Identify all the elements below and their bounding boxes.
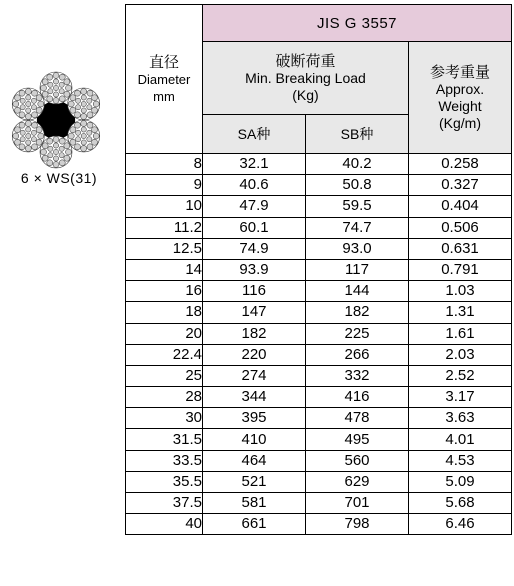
weight-cell: 4.01 — [409, 429, 512, 450]
sa-load-cell: 344 — [203, 387, 306, 408]
weight-cell: 1.31 — [409, 302, 512, 323]
table-row — [126, 514, 512, 535]
spec-table-body — [126, 154, 512, 535]
table-row — [126, 323, 512, 344]
sb-grade-header: SB种 — [306, 115, 409, 154]
diameter-cell: 33.5 — [126, 450, 203, 471]
table-row — [126, 344, 512, 365]
weight-header-unit: (Kg/m) — [439, 114, 481, 131]
sa-load-cell: 274 — [203, 365, 306, 386]
diameter-cell: 12.5 — [126, 238, 203, 259]
weight-cell: 5.68 — [409, 493, 512, 514]
sa-load-cell: 521 — [203, 471, 306, 492]
diameter-cell: 40 — [126, 514, 203, 535]
table-row — [126, 217, 512, 238]
weight-cell: 3.17 — [409, 387, 512, 408]
weight-cell: 0.506 — [409, 217, 512, 238]
weight-cell: 0.404 — [409, 196, 512, 217]
table-row — [126, 281, 512, 302]
diameter-cell: 9 — [126, 175, 203, 196]
table-row — [126, 302, 512, 323]
table-row — [126, 493, 512, 514]
diameter-header-en: Diameter — [137, 71, 191, 87]
weight-cell: 5.09 — [409, 471, 512, 492]
sb-load-cell: 629 — [306, 471, 409, 492]
table-row — [126, 154, 512, 175]
sb-load-cell: 495 — [306, 429, 409, 450]
sb-load-cell: 144 — [306, 281, 409, 302]
diameter-cell: 22.4 — [126, 344, 203, 365]
diameter-cell: 14 — [126, 259, 203, 280]
weight-cell: 1.61 — [409, 323, 512, 344]
sb-load-cell: 798 — [306, 514, 409, 535]
diameter-cell: 30 — [126, 408, 203, 429]
sb-load-cell: 416 — [306, 387, 409, 408]
sa-load-cell: 40.6 — [203, 175, 306, 196]
table-row — [126, 471, 512, 492]
standard-header: JIS G 3557 — [203, 5, 512, 42]
diameter-cell: 8 — [126, 154, 203, 175]
sa-load-cell: 581 — [203, 493, 306, 514]
diameter-header-zh: 直径 — [148, 53, 179, 71]
weight-cell: 0.327 — [409, 175, 512, 196]
diameter-cell: 16 — [126, 281, 203, 302]
sa-load-cell: 661 — [203, 514, 306, 535]
diameter-cell: 25 — [126, 365, 203, 386]
weight-cell: 0.258 — [409, 154, 512, 175]
sb-load-cell: 478 — [306, 408, 409, 429]
weight-header-en1: Approx. — [435, 80, 485, 97]
sa-load-cell: 74.9 — [203, 238, 306, 259]
sb-load-cell: 93.0 — [306, 238, 409, 259]
sb-load-cell: 266 — [306, 344, 409, 365]
diameter-cell: 20 — [126, 323, 203, 344]
weight-cell: 4.53 — [409, 450, 512, 471]
sb-load-cell: 117 — [306, 259, 409, 280]
sb-load-cell: 59.5 — [306, 196, 409, 217]
table-row — [126, 387, 512, 408]
sb-load-cell: 701 — [306, 493, 409, 514]
table-row — [126, 175, 512, 196]
breaking-load-header-en: Min. Breaking Load — [245, 69, 366, 86]
table-row — [126, 196, 512, 217]
sb-load-cell: 182 — [306, 302, 409, 323]
sb-load-cell: 74.7 — [306, 217, 409, 238]
diameter-cell: 18 — [126, 302, 203, 323]
diameter-cell: 11.2 — [126, 217, 203, 238]
diameter-cell: 28 — [126, 387, 203, 408]
sa-load-cell: 32.1 — [203, 154, 306, 175]
weight-cell: 3.63 — [409, 408, 512, 429]
table-row — [126, 365, 512, 386]
diameter-header-unit: mm — [153, 88, 175, 104]
weight-cell: 0.631 — [409, 238, 512, 259]
diameter-cell: 31.5 — [126, 429, 203, 450]
weight-cell: 2.52 — [409, 365, 512, 386]
sb-load-cell: 560 — [306, 450, 409, 471]
spec-table — [125, 4, 512, 535]
diameter-header — [126, 5, 203, 154]
table-row — [126, 450, 512, 471]
table-row — [126, 238, 512, 259]
weight-header — [409, 42, 512, 154]
sb-load-cell: 225 — [306, 323, 409, 344]
wire-rope-cross-section-icon — [6, 70, 106, 170]
sa-load-cell: 410 — [203, 429, 306, 450]
sa-load-cell: 220 — [203, 344, 306, 365]
sa-grade-header: SA种 — [203, 115, 306, 154]
breaking-load-header — [203, 42, 409, 115]
sa-load-cell: 182 — [203, 323, 306, 344]
sa-load-cell: 116 — [203, 281, 306, 302]
table-row — [126, 259, 512, 280]
sa-load-cell: 395 — [203, 408, 306, 429]
sa-load-cell: 47.9 — [203, 196, 306, 217]
breaking-load-header-unit: (Kg) — [292, 86, 319, 103]
weight-cell: 6.46 — [409, 514, 512, 535]
weight-header-en2: Weight — [438, 97, 482, 114]
diameter-cell: 35.5 — [126, 471, 203, 492]
table-row — [126, 408, 512, 429]
sb-load-cell: 50.8 — [306, 175, 409, 196]
sb-load-cell: 40.2 — [306, 154, 409, 175]
breaking-load-header-zh: 破断荷重 — [275, 52, 336, 70]
sa-load-cell: 93.9 — [203, 259, 306, 280]
diameter-cell: 37.5 — [126, 493, 203, 514]
weight-cell: 1.03 — [409, 281, 512, 302]
sb-load-cell: 332 — [306, 365, 409, 386]
weight-header-zh: 参考重量 — [429, 63, 490, 81]
sa-load-cell: 147 — [203, 302, 306, 323]
diameter-cell: 10 — [126, 196, 203, 217]
weight-cell: 2.03 — [409, 344, 512, 365]
table-row — [126, 429, 512, 450]
sa-load-cell: 60.1 — [203, 217, 306, 238]
sa-load-cell: 464 — [203, 450, 306, 471]
rope-construction-label: 6 × WS(31) — [20, 170, 98, 186]
weight-cell: 0.791 — [409, 259, 512, 280]
